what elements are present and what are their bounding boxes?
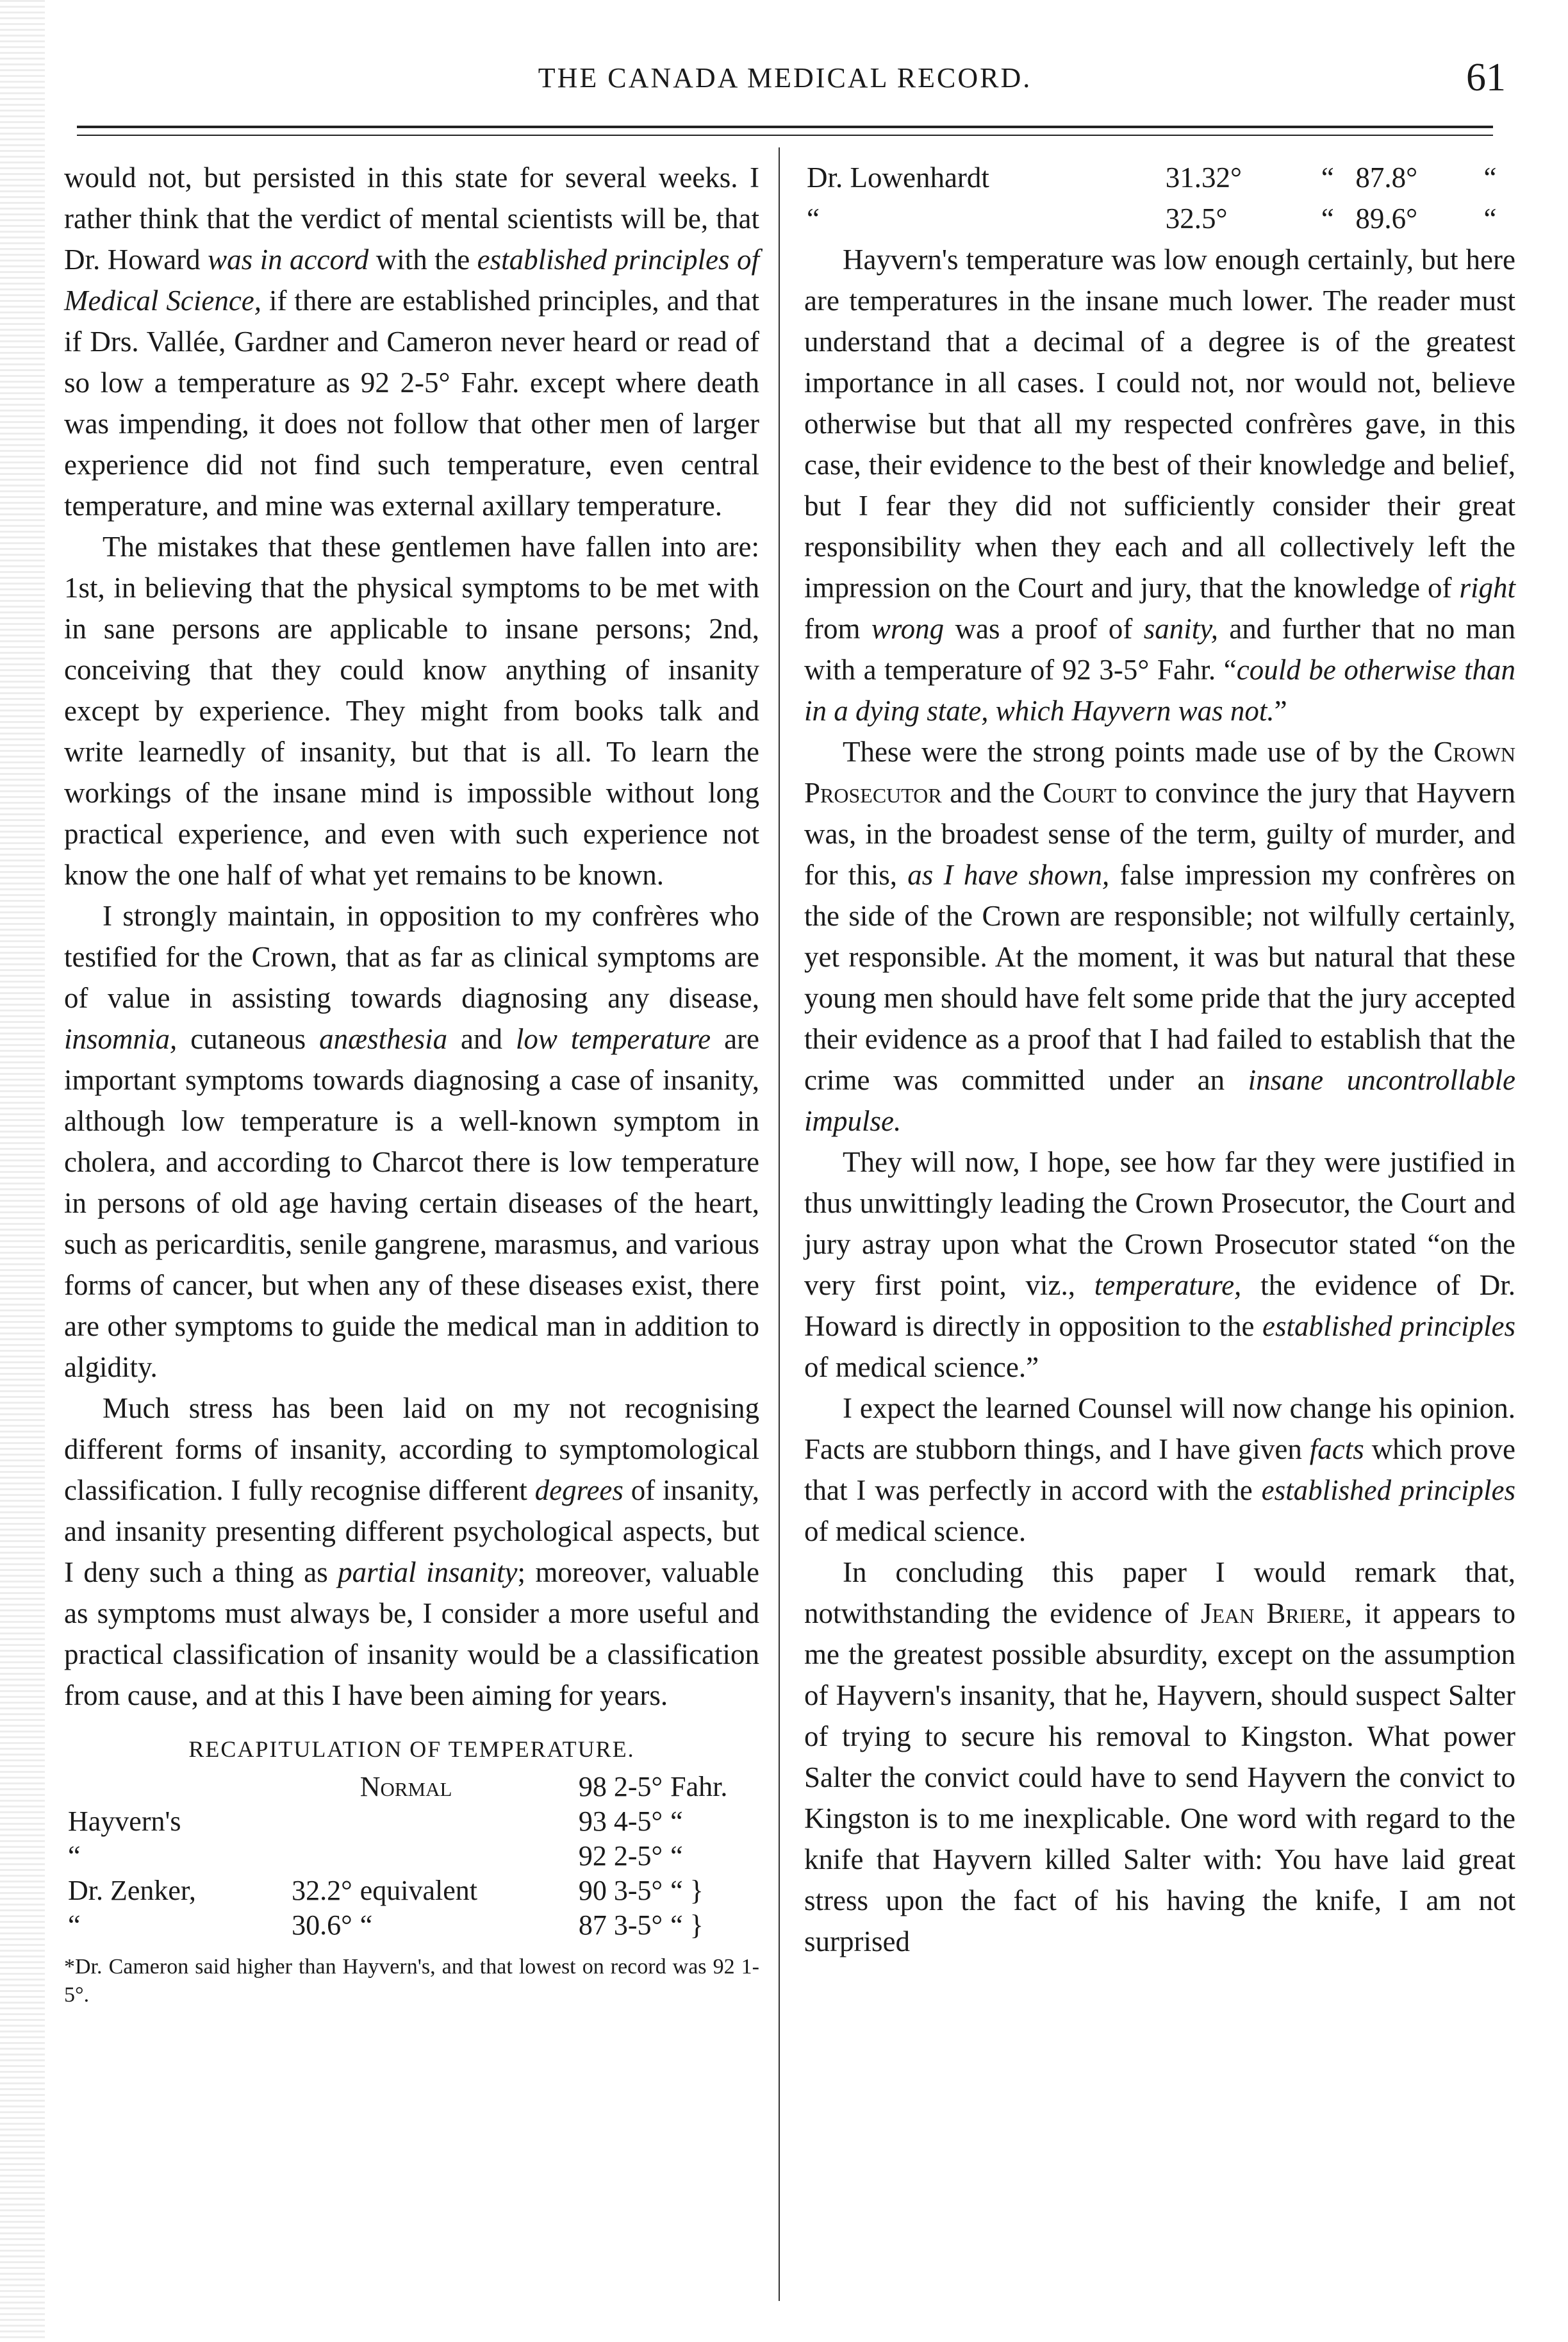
low-temperature-table [804,157,1515,239]
paragraph: would not, but persisted in this state for several weeks. I rather think that the verdict of mental scientists will be, that Dr. Howard was in accord with the established principles of Medical Science, if there are established principles, and that if Drs. Vallée, Gardner and Cameron never heard or read of so low a temperature as 92 2-5° Fahr. except where death was impending, it does not follow that other men of larger experience did not find such temperature, even central temperature, and mine was external axillary temperature. [64,162,759,522]
paragraph: Hayvern's temperature was low enough certainly, but here are temperatures in the insane much lower. The reader must understand that a decimal of a degree is of the greatest importance in all cases. I could not, nor would not, believe otherwise but that all my respected confrères gave, in this case, their evidence to the best of their knowledge and belief, but I fear they did not sufficiently consider their great responsibility when they each and all collectively left the impression on the Court and jury, that the knowledge of right from wrong was a proof of sanity, and further that no man with a temperature of 92 3-5° Fahr. “could be otherwise than in a dying state, which Hayvern was not.” [804,244,1515,727]
page-number: 61 [1466,56,1506,99]
paragraph: In concluding this paper I would remark that, notwithstanding the evidence of Jean Briere, it appears to me the greatest possible absurdity, except on the assumption of Hayvern's insanity, that he, Hayvern, should suspect Salter of trying to secure his removal to Kingston. What power Salter the convict could have to send Hayvern the convict to Kingston is to me inexplicable. One word with regard to the knife that Hayvern killed Salter with: You have laid great stress upon the fact of his having the knife, I am not surprised [804,1556,1515,1957]
table-row: Dr. Zenker, 32.2° equivalent 90 3-5° “ } [68,1875,704,1906]
left-column [64,157,759,2009]
paragraph: They will now, I hope, see how far they were justified in thus unwittingly leading the Crown Prosecutor, the Court and jury astray upon what the Crown Prosecutor stated “on the very first point, viz., temperature, the evidence of Dr. Howard is directly in opposition to the established principles of medical science.” [804,1146,1515,1383]
paragraph: I expect the learned Counsel will now change his opinion. Facts are stubborn things, and I have given facts which prove that I was perfectly in accord with the established principles of medical science. [804,1392,1515,1547]
table-row: “ 92 2-5° “ [68,1840,683,1872]
paragraph: The mistakes that these gentlemen have fallen into are: 1st, in believing that the physical symptoms to be met with in sane persons are applicable to insane persons; 2nd, conceiving that they could know anything of insanity except by experience. They might from books talk and write learnedly of insanity, but that is all. To learn the workings of the insane mind is impossible without long practical experience, and even with such experience not know the one half of what yet remains to be known. [64,531,759,891]
footnote: *Dr. Cameron said higher than Hayvern's, and that lowest on record was 92 1-5°. [64,1955,759,2007]
table-row: “ 32.5° “ 89.6° “ [807,203,1497,235]
header-rule-thick [77,126,1493,128]
table-row: “ 30.6° “ 87 3-5° “ } [68,1909,704,1941]
paragraph: These were the strong points made use of by the Crown Prosecutor and the Court to convince the jury that Hayvern was, in the broadest sense of the term, guilty of murder, and for this, as I have shown, false impression my confrères on the side of the Crown are responsible; not wilfully certainly, yet responsible. At the moment, it was but natural that these young men should have felt some pride that the jury accepted their evidence as a proof that I had failed to establish that the crime was committed under an insane uncontrollable impulse. [804,736,1516,1137]
page-binding-edge [0,0,45,2342]
table-row: Hayvern's 93 4-5° “ [68,1806,683,1837]
table-row: Normal 98 2-5° Fahr. [359,1771,728,1802]
recap-title: RECAPITULATION OF TEMPERATURE. [188,1736,635,1762]
header-rule-thin [77,135,1493,136]
running-title: THE CANADA MEDICAL RECORD. [538,62,1032,94]
table-row: Dr. Lowenhardt 31.32° “ 87.8° “ [807,162,1497,194]
paragraph: Much stress has been laid on my not recognising different forms of insanity, according to symptomological classification. I fully recognise different degrees of insanity, and insanity presenting different psychological aspects, but I deny such a thing as partial insanity; moreover, valuable as symptoms must always be, I consider a more useful and practical classification of insanity would be a classification from cause, and at this I have been aiming for years. [64,1392,760,1711]
page-header [58,55,1512,106]
right-column [804,157,1515,1962]
paragraph: I strongly maintain, in opposition to my confrères who testified for the Crown, that as far as clinical symptoms are of value in assisting towards diagnosing any disease, insomnia, cutaneous anæsthesia and low temperature are important symptoms towards diagnosing a case of insanity, although low temperature is a well-known symptom in cholera, and according to Charcot there is low temperature in persons of old age having certain diseases of the heart, such as pericarditis, senile gangrene, marasmus, and various forms of cancer, but when any of these diseases exist, there are other symptoms to guide the medical man in addition to algidity. [64,900,759,1383]
recap-table [64,1770,759,1943]
column-divider [779,147,780,2301]
